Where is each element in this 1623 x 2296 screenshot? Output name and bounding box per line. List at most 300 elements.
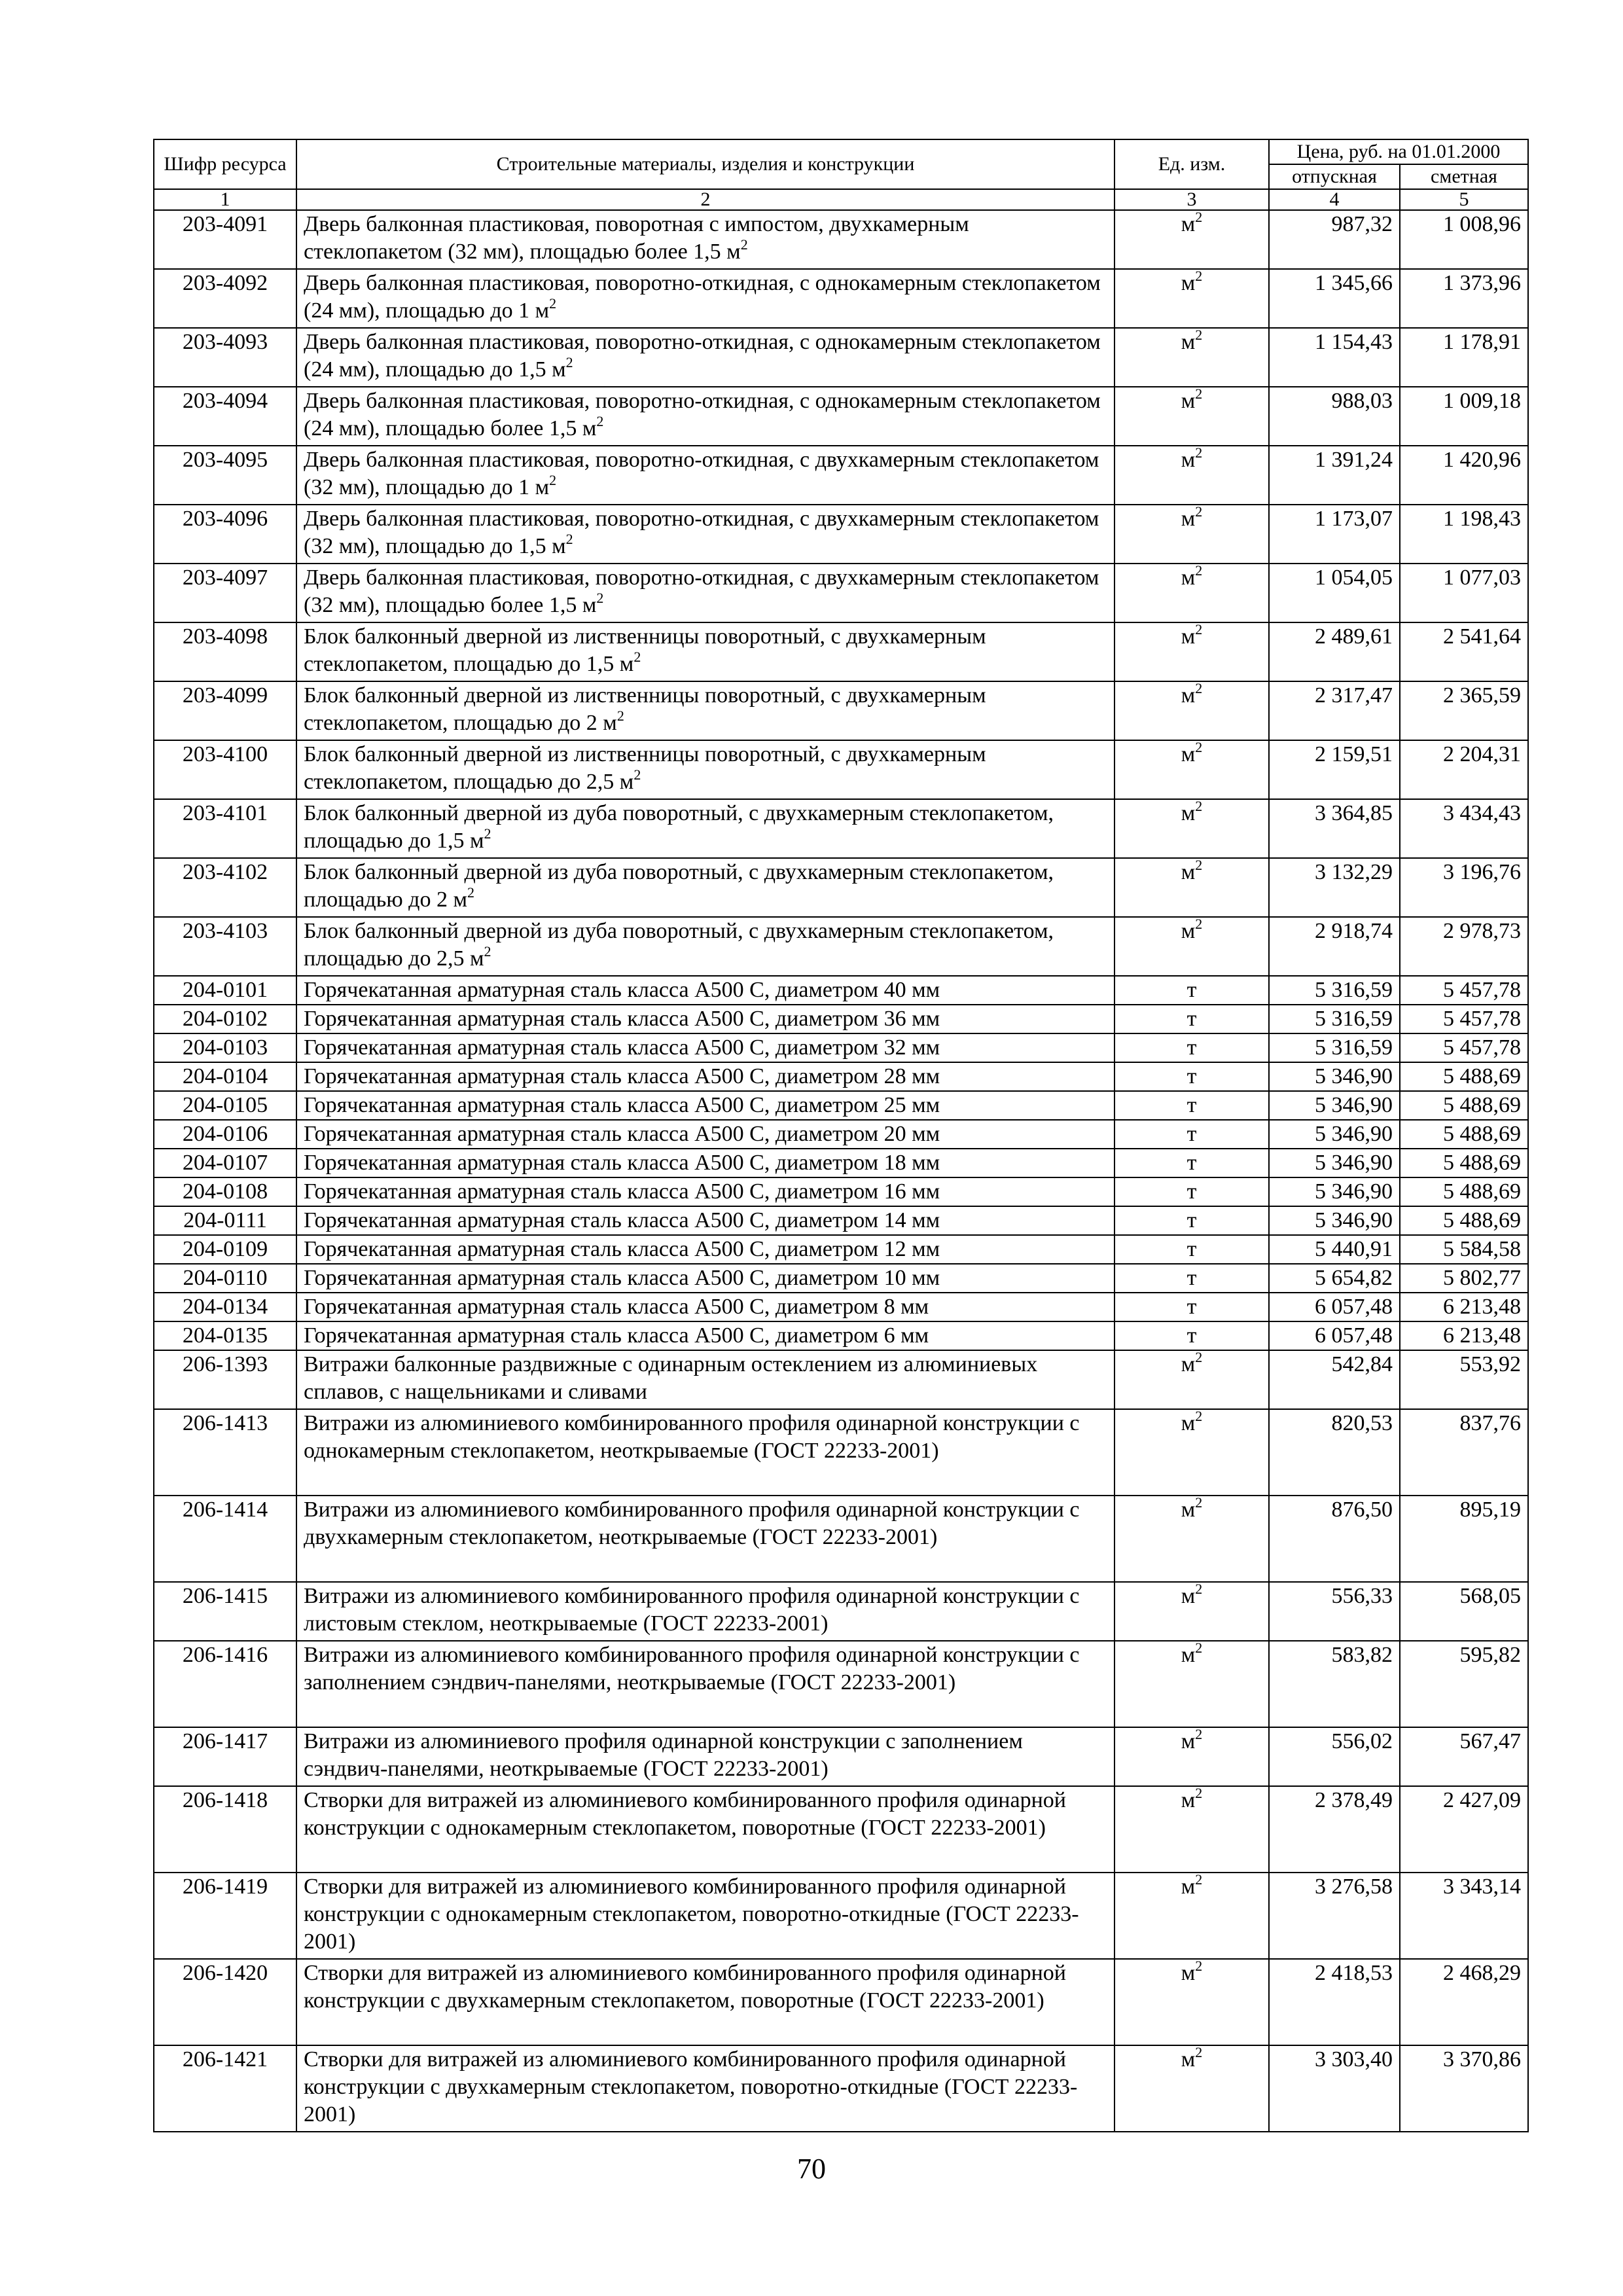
resource-code <box>154 799 296 858</box>
unit-of-measure-superscript: 2 <box>1195 1871 1203 1888</box>
unit-of-measure <box>1115 1005 1269 1033</box>
release-price <box>1269 1091 1400 1120</box>
resource-code-text: 204-0135 <box>182 1323 268 1348</box>
material-name-text: Горячекатанная арматурная сталь класса А500 С, диаметром 20 мм <box>304 1122 940 1146</box>
table-row <box>154 1033 1528 1062</box>
unit-of-measure <box>1115 1496 1269 1582</box>
table-row <box>154 1293 1528 1321</box>
material-name-text: Дверь балконная пластиковая, поворотно-откидная, с двухкамерным стеклопакетом (32 мм), площадью до 1,5 м <box>304 507 1099 558</box>
estimate-price-text: 553,92 <box>1459 1352 1522 1376</box>
table-row <box>154 1264 1528 1293</box>
estimate-price <box>1400 328 1528 387</box>
release-price <box>1269 1120 1400 1149</box>
release-price <box>1269 387 1400 446</box>
unit-of-measure-text: т <box>1186 1237 1197 1261</box>
unit-of-measure <box>1115 387 1269 446</box>
table-row <box>154 1409 1528 1496</box>
material-name <box>296 1206 1115 1235</box>
table-row <box>154 1727 1528 1786</box>
unit-of-measure <box>1115 505 1269 564</box>
table-row <box>154 1149 1528 1177</box>
unit-of-measure <box>1115 1033 1269 1062</box>
release-price-text: 1 054,05 <box>1315 565 1393 590</box>
unit-of-measure <box>1115 1206 1269 1235</box>
estimate-price-text: 5 457,78 <box>1443 1035 1522 1060</box>
estimate-price <box>1400 387 1528 446</box>
material-name-text: Горячекатанная арматурная сталь класса А500 С, диаметром 40 мм <box>304 978 940 1002</box>
material-name-text: Горячекатанная арматурная сталь класса А500 С, диаметром 28 мм <box>304 1064 940 1088</box>
resource-code-text: 204-0106 <box>182 1122 268 1146</box>
table-row <box>154 1235 1528 1264</box>
col-number: 3 <box>1115 189 1269 210</box>
estimate-price <box>1400 1409 1528 1496</box>
unit-of-measure-superscript: 2 <box>1195 1957 1203 1974</box>
release-price-text: 556,33 <box>1331 1584 1393 1608</box>
release-price <box>1269 328 1400 387</box>
estimate-price-text: 595,82 <box>1459 1643 1522 1667</box>
unit-of-measure <box>1115 564 1269 622</box>
estimate-price <box>1400 681 1528 740</box>
estimate-price <box>1400 976 1528 1005</box>
estimate-price-text: 5 488,69 <box>1443 1151 1522 1175</box>
unit-of-measure-text: м <box>1181 801 1196 825</box>
release-price-text: 2 418,53 <box>1315 1961 1393 1985</box>
material-name <box>296 328 1115 387</box>
resource-code-text: 203-4097 <box>182 565 268 590</box>
release-price <box>1269 681 1400 740</box>
resource-code <box>154 622 296 681</box>
unit-of-measure-text: м <box>1181 2047 1196 2072</box>
material-name <box>296 564 1115 622</box>
estimate-price-text: 837,76 <box>1459 1411 1522 1435</box>
estimate-price <box>1400 1786 1528 1873</box>
unit-of-measure-text: м <box>1181 448 1196 472</box>
table-row <box>154 1959 1528 2045</box>
table-row <box>154 1496 1528 1582</box>
material-name <box>296 1727 1115 1786</box>
unit-of-measure <box>1115 858 1269 917</box>
material-name <box>296 1959 1115 2045</box>
release-price <box>1269 622 1400 681</box>
release-price <box>1269 1496 1400 1582</box>
release-price <box>1269 976 1400 1005</box>
release-price-text: 5 346,90 <box>1315 1064 1393 1088</box>
material-name <box>296 446 1115 505</box>
resource-code <box>154 210 296 269</box>
material-name <box>296 1264 1115 1293</box>
table-row <box>154 1350 1528 1409</box>
estimate-price <box>1400 1149 1528 1177</box>
unit-of-measure-superscript: 2 <box>1195 856 1203 873</box>
unit-of-measure-text: м <box>1181 1498 1196 1522</box>
resource-code <box>154 1727 296 1786</box>
header-price: Цена, руб. на 01.01.2000 <box>1269 139 1528 164</box>
material-name-superscript: 2 <box>549 471 557 488</box>
release-price <box>1269 1641 1400 1727</box>
unit-of-measure <box>1115 1727 1269 1786</box>
resource-code-text: 204-0105 <box>182 1093 268 1117</box>
unit-of-measure-text: м <box>1181 742 1196 766</box>
material-name <box>296 210 1115 269</box>
estimate-price <box>1400 740 1528 799</box>
resource-code <box>154 1062 296 1091</box>
unit-of-measure-text: м <box>1181 860 1196 884</box>
unit-of-measure-superscript: 2 <box>1195 208 1203 225</box>
table-row <box>154 505 1528 564</box>
release-price <box>1269 740 1400 799</box>
estimate-price <box>1400 1062 1528 1091</box>
estimate-price <box>1400 446 1528 505</box>
resource-code <box>154 1235 296 1264</box>
unit-of-measure-superscript: 2 <box>1195 1407 1203 1424</box>
resource-code <box>154 976 296 1005</box>
material-name <box>296 1033 1115 1062</box>
resource-code-text: 206-1393 <box>182 1352 268 1376</box>
release-price-text: 6 057,48 <box>1315 1295 1393 1319</box>
estimate-price <box>1400 858 1528 917</box>
unit-of-measure-text: м <box>1181 1961 1196 1985</box>
unit-of-measure-superscript: 2 <box>1195 385 1203 402</box>
material-name <box>296 387 1115 446</box>
table-row <box>154 1206 1528 1235</box>
unit-of-measure-text: м <box>1181 271 1196 295</box>
release-price <box>1269 1062 1400 1091</box>
unit-of-measure <box>1115 1293 1269 1321</box>
resource-code-text: 203-4095 <box>182 448 268 472</box>
table-row <box>154 681 1528 740</box>
material-name-text: Горячекатанная арматурная сталь класса А500 С, диаметром 16 мм <box>304 1179 940 1204</box>
release-price-text: 2 918,74 <box>1315 919 1393 943</box>
resource-code <box>154 740 296 799</box>
resource-code-text: 203-4100 <box>182 742 268 766</box>
unit-of-measure <box>1115 976 1269 1005</box>
resource-code-text: 203-4103 <box>182 919 268 943</box>
material-name-text: Витражи балконные раздвижные с одинарным остеклением из алюминиевых сплавов, с нащельниками и сливами <box>304 1352 1038 1404</box>
unit-of-measure-text: м <box>1181 919 1196 943</box>
release-price-text: 5 346,90 <box>1315 1179 1393 1204</box>
release-price-text: 5 654,82 <box>1315 1266 1393 1290</box>
estimate-price <box>1400 1959 1528 2045</box>
material-name <box>296 1641 1115 1727</box>
estimate-price-text: 2 468,29 <box>1443 1961 1522 1985</box>
table-row <box>154 740 1528 799</box>
material-name <box>296 681 1115 740</box>
estimate-price-text: 5 488,69 <box>1443 1093 1522 1117</box>
unit-of-measure-superscript: 2 <box>1195 267 1203 284</box>
unit-of-measure-text: м <box>1181 1788 1196 1812</box>
estimate-price <box>1400 1293 1528 1321</box>
estimate-price <box>1400 622 1528 681</box>
resource-code <box>154 1177 296 1206</box>
unit-of-measure <box>1115 1873 1269 1959</box>
material-name <box>296 799 1115 858</box>
resource-code <box>154 1959 296 2045</box>
release-price-text: 1 154,43 <box>1315 330 1393 354</box>
material-name-text: Дверь балконная пластиковая, поворотно-откидная, с однокамерным стеклопакетом (24 мм), площадью до 1,5 м <box>304 330 1101 382</box>
col-number: 4 <box>1269 189 1400 210</box>
unit-of-measure-text: м <box>1181 1643 1196 1667</box>
table-row <box>154 1005 1528 1033</box>
unit-of-measure <box>1115 1235 1269 1264</box>
unit-of-measure <box>1115 1409 1269 1496</box>
release-price-text: 2 159,51 <box>1315 742 1393 766</box>
unit-of-measure <box>1115 1149 1269 1177</box>
material-name <box>296 1005 1115 1033</box>
material-name-text: Горячекатанная арматурная сталь класса А500 С, диаметром 25 мм <box>304 1093 940 1117</box>
unit-of-measure-superscript: 2 <box>1195 2043 1203 2060</box>
material-name-text: Горячекатанная арматурная сталь класса А500 С, диаметром 6 мм <box>304 1323 929 1348</box>
unit-of-measure-superscript: 2 <box>1195 1784 1203 1801</box>
estimate-price <box>1400 564 1528 622</box>
material-name <box>296 1293 1115 1321</box>
release-price <box>1269 1149 1400 1177</box>
material-name-text: Дверь балконная пластиковая, поворотно-откидная, с однокамерным стеклопакетом (24 мм), площадью до 1 м <box>304 271 1101 323</box>
release-price-text: 2 489,61 <box>1315 624 1393 649</box>
estimate-price-text: 2 427,09 <box>1443 1788 1522 1812</box>
release-price-text: 2 317,47 <box>1315 683 1393 708</box>
material-name-superscript: 2 <box>467 884 474 901</box>
estimate-price <box>1400 210 1528 269</box>
release-price-text: 988,03 <box>1331 389 1393 413</box>
unit-of-measure-superscript: 2 <box>1195 1494 1203 1511</box>
table-row <box>154 799 1528 858</box>
resource-code-text: 206-1419 <box>182 1874 268 1899</box>
resource-code <box>154 1206 296 1235</box>
material-name-text: Блок балконный дверной из дуба поворотный, с двухкамерным стеклопакетом, площадью до 2 м <box>304 860 1054 912</box>
estimate-price <box>1400 1321 1528 1350</box>
release-price-text: 583,82 <box>1331 1643 1393 1667</box>
estimate-price-text: 1 420,96 <box>1443 448 1522 472</box>
table-row <box>154 1091 1528 1120</box>
estimate-price-text: 5 457,78 <box>1443 1007 1522 1031</box>
resource-code-text: 206-1416 <box>182 1643 268 1667</box>
unit-of-measure <box>1115 269 1269 328</box>
estimate-price <box>1400 1177 1528 1206</box>
material-name-text: Горячекатанная арматурная сталь класса А500 С, диаметром 32 мм <box>304 1035 940 1060</box>
unit-of-measure-text: м <box>1181 683 1196 708</box>
release-price-text: 1 391,24 <box>1315 448 1393 472</box>
material-name <box>296 622 1115 681</box>
unit-of-measure-superscript: 2 <box>1195 738 1203 755</box>
release-price <box>1269 269 1400 328</box>
estimate-price-text: 3 434,43 <box>1443 801 1522 825</box>
resource-code <box>154 1033 296 1062</box>
resource-code-text: 204-0111 <box>183 1208 267 1232</box>
price-table <box>153 139 1529 2132</box>
estimate-price-text: 6 213,48 <box>1443 1323 1522 1348</box>
release-price <box>1269 1321 1400 1350</box>
estimate-price-text: 1 009,18 <box>1443 389 1522 413</box>
release-price-text: 1 173,07 <box>1315 507 1393 531</box>
release-price <box>1269 1005 1400 1033</box>
resource-code <box>154 917 296 976</box>
material-name-superscript: 2 <box>596 589 604 606</box>
table-row <box>154 622 1528 681</box>
table-row <box>154 1641 1528 1727</box>
unit-of-measure <box>1115 799 1269 858</box>
material-name-superscript: 2 <box>633 766 641 783</box>
release-price-text: 5 346,90 <box>1315 1093 1393 1117</box>
table-row <box>154 210 1528 269</box>
resource-code <box>154 858 296 917</box>
release-price-text: 6 057,48 <box>1315 1323 1393 1348</box>
material-name-text: Дверь балконная пластиковая, поворотная с импостом, двухкамерным стеклопакетом (32 мм), площадью более 1,5 м <box>304 212 969 264</box>
unit-of-measure-superscript: 2 <box>1195 1639 1203 1656</box>
table-row <box>154 328 1528 387</box>
resource-code <box>154 1264 296 1293</box>
table-row <box>154 917 1528 976</box>
resource-code <box>154 1293 296 1321</box>
col-number: 1 <box>154 189 296 210</box>
material-name <box>296 917 1115 976</box>
unit-of-measure-text: т <box>1186 1266 1197 1290</box>
material-name <box>296 976 1115 1005</box>
unit-of-measure-text: м <box>1181 212 1196 236</box>
unit-of-measure-text: т <box>1186 978 1197 1002</box>
material-name-text: Горячекатанная арматурная сталь класса А500 С, диаметром 36 мм <box>304 1007 940 1031</box>
unit-of-measure-superscript: 2 <box>1195 1348 1203 1365</box>
unit-of-measure <box>1115 681 1269 740</box>
material-name-text: Блок балконный дверной из дуба поворотный, с двухкамерным стеклопакетом, площадью до 1,5 м <box>304 801 1054 853</box>
table-row <box>154 1321 1528 1350</box>
estimate-price <box>1400 1033 1528 1062</box>
unit-of-measure-superscript: 2 <box>1195 1580 1203 1597</box>
material-name-superscript: 2 <box>633 648 641 665</box>
release-price <box>1269 446 1400 505</box>
resource-code-text: 204-0110 <box>183 1266 268 1290</box>
material-name-text: Дверь балконная пластиковая, поворотно-откидная, с двухкамерным стеклопакетом (32 мм), площадью более 1,5 м <box>304 565 1099 617</box>
resource-code-text: 203-4093 <box>182 330 268 354</box>
estimate-price-text: 5 584,58 <box>1443 1237 1522 1261</box>
table-row <box>154 1177 1528 1206</box>
resource-code <box>154 564 296 622</box>
material-name-superscript: 2 <box>549 295 557 312</box>
material-name-text: Витражи из алюминиевого комбинированного профиля одинарной конструкции с заполнением сэндвич-панелями, неоткрываемые (ГОСТ 22233-2001) <box>304 1643 1080 1695</box>
release-price <box>1269 505 1400 564</box>
release-price <box>1269 1727 1400 1786</box>
table-row <box>154 1873 1528 1959</box>
unit-of-measure-text: т <box>1186 1151 1197 1175</box>
resource-code-text: 206-1418 <box>182 1788 268 1812</box>
material-name <box>296 1409 1115 1496</box>
material-name-text: Горячекатанная арматурная сталь класса А500 С, диаметром 8 мм <box>304 1295 929 1319</box>
material-name-text: Дверь балконная пластиковая, поворотно-откидная, с двухкамерным стеклопакетом (32 мм), площадью до 1 м <box>304 448 1099 499</box>
column-number-row <box>154 189 1528 210</box>
estimate-price-text: 567,47 <box>1459 1729 1522 1753</box>
material-name-text: Створки для витражей из алюминиевого комбинированного профиля одинарной конструкции с двухкамерным стеклопакетом, поворотно-откидные (ГОСТ 22233-2001) <box>304 2047 1078 2126</box>
estimate-price-text: 5 802,77 <box>1443 1266 1522 1290</box>
release-price-text: 5 346,90 <box>1315 1151 1393 1175</box>
estimate-price <box>1400 1235 1528 1264</box>
resource-code-text: 203-4101 <box>182 801 268 825</box>
resource-code <box>154 1350 296 1409</box>
estimate-price-text: 895,19 <box>1459 1498 1522 1522</box>
table-row <box>154 1120 1528 1149</box>
release-price <box>1269 564 1400 622</box>
unit-of-measure-superscript: 2 <box>1195 503 1203 520</box>
unit-of-measure-superscript: 2 <box>1195 915 1203 932</box>
estimate-price-text: 568,05 <box>1459 1584 1522 1608</box>
release-price-text: 820,53 <box>1331 1411 1393 1435</box>
release-price-text: 542,84 <box>1331 1352 1393 1376</box>
unit-of-measure-superscript: 2 <box>1195 444 1203 461</box>
table-row <box>154 269 1528 328</box>
resource-code <box>154 1005 296 1033</box>
release-price-text: 987,32 <box>1331 212 1393 236</box>
resource-code-text: 203-4094 <box>182 389 268 413</box>
resource-code-text: 206-1413 <box>182 1411 268 1435</box>
release-price <box>1269 1350 1400 1409</box>
table-row <box>154 976 1528 1005</box>
material-name-text: Блок балконный дверной из лиственницы поворотный, с двухкамерным стеклопакетом, площадью до 2 м <box>304 683 986 735</box>
release-price-text: 5 346,90 <box>1315 1122 1393 1146</box>
unit-of-measure-superscript: 2 <box>1195 562 1203 579</box>
release-price <box>1269 1873 1400 1959</box>
release-price-text: 5 316,59 <box>1315 978 1393 1002</box>
resource-code <box>154 1120 296 1149</box>
estimate-price <box>1400 1350 1528 1409</box>
release-price <box>1269 1235 1400 1264</box>
table-row <box>154 1786 1528 1873</box>
unit-of-measure <box>1115 2045 1269 2132</box>
material-name-text: Витражи из алюминиевого профиля одинарной конструкции с заполнением сэндвич-панелями, неоткрываемые (ГОСТ 22233-2001) <box>304 1729 1023 1781</box>
material-name <box>296 1235 1115 1264</box>
unit-of-measure-superscript: 2 <box>1195 620 1203 637</box>
header-row <box>154 139 1528 164</box>
resource-code-text: 206-1420 <box>182 1961 268 1985</box>
resource-code-text: 204-0134 <box>182 1295 268 1319</box>
estimate-price <box>1400 1091 1528 1120</box>
unit-of-measure-text: м <box>1181 1729 1196 1753</box>
unit-of-measure-text: м <box>1181 507 1196 531</box>
resource-code <box>154 446 296 505</box>
material-name <box>296 1149 1115 1177</box>
resource-code-text: 204-0101 <box>182 978 268 1002</box>
material-name-text: Створки для витражей из алюминиевого комбинированного профиля одинарной конструкции с однокамерным стеклопакетом, поворотные (ГОСТ 22233-2001) <box>304 1788 1066 1840</box>
material-name-text: Блок балконный дверной из дуба поворотный, с двухкамерным стеклопакетом, площадью до 2,5 м <box>304 919 1054 971</box>
material-name-text: Горячекатанная арматурная сталь класса А500 С, диаметром 14 мм <box>304 1208 940 1232</box>
table-row <box>154 564 1528 622</box>
col-number: 2 <box>296 189 1115 210</box>
release-price-text: 876,50 <box>1331 1498 1393 1522</box>
estimate-price-text: 2 978,73 <box>1443 919 1522 943</box>
resource-code <box>154 269 296 328</box>
resource-code-text: 203-4099 <box>182 683 268 708</box>
material-name-text: Витражи из алюминиевого комбинированного профиля одинарной конструкции с листовым стеклом, неоткрываемые (ГОСТ 22233-2001) <box>304 1584 1080 1636</box>
release-price-text: 556,02 <box>1331 1729 1393 1753</box>
estimate-price <box>1400 1005 1528 1033</box>
estimate-price <box>1400 505 1528 564</box>
release-price <box>1269 1177 1400 1206</box>
estimate-price-text: 1 178,91 <box>1443 330 1522 354</box>
unit-of-measure <box>1115 1120 1269 1149</box>
estimate-price-text: 3 343,14 <box>1443 1874 1522 1899</box>
material-name-text: Створки для витражей из алюминиевого комбинированного профиля одинарной конструкции с двухкамерным стеклопакетом, поворотные (ГОСТ 22233-2001) <box>304 1961 1066 2013</box>
estimate-price-text: 5 457,78 <box>1443 978 1522 1002</box>
resource-code <box>154 1641 296 1727</box>
unit-of-measure <box>1115 210 1269 269</box>
unit-of-measure <box>1115 1350 1269 1409</box>
material-name <box>296 858 1115 917</box>
unit-of-measure-text: м <box>1181 565 1196 590</box>
material-name <box>296 1582 1115 1641</box>
unit-of-measure-text: м <box>1181 1874 1196 1899</box>
material-name <box>296 505 1115 564</box>
material-name-text: Створки для витражей из алюминиевого комбинированного профиля одинарной конструкции с однокамерным стеклопакетом, поворотно-откидные (ГОСТ 22233-2001) <box>304 1874 1079 1954</box>
release-price <box>1269 1293 1400 1321</box>
unit-of-measure-text: т <box>1186 1323 1197 1348</box>
unit-of-measure <box>1115 328 1269 387</box>
